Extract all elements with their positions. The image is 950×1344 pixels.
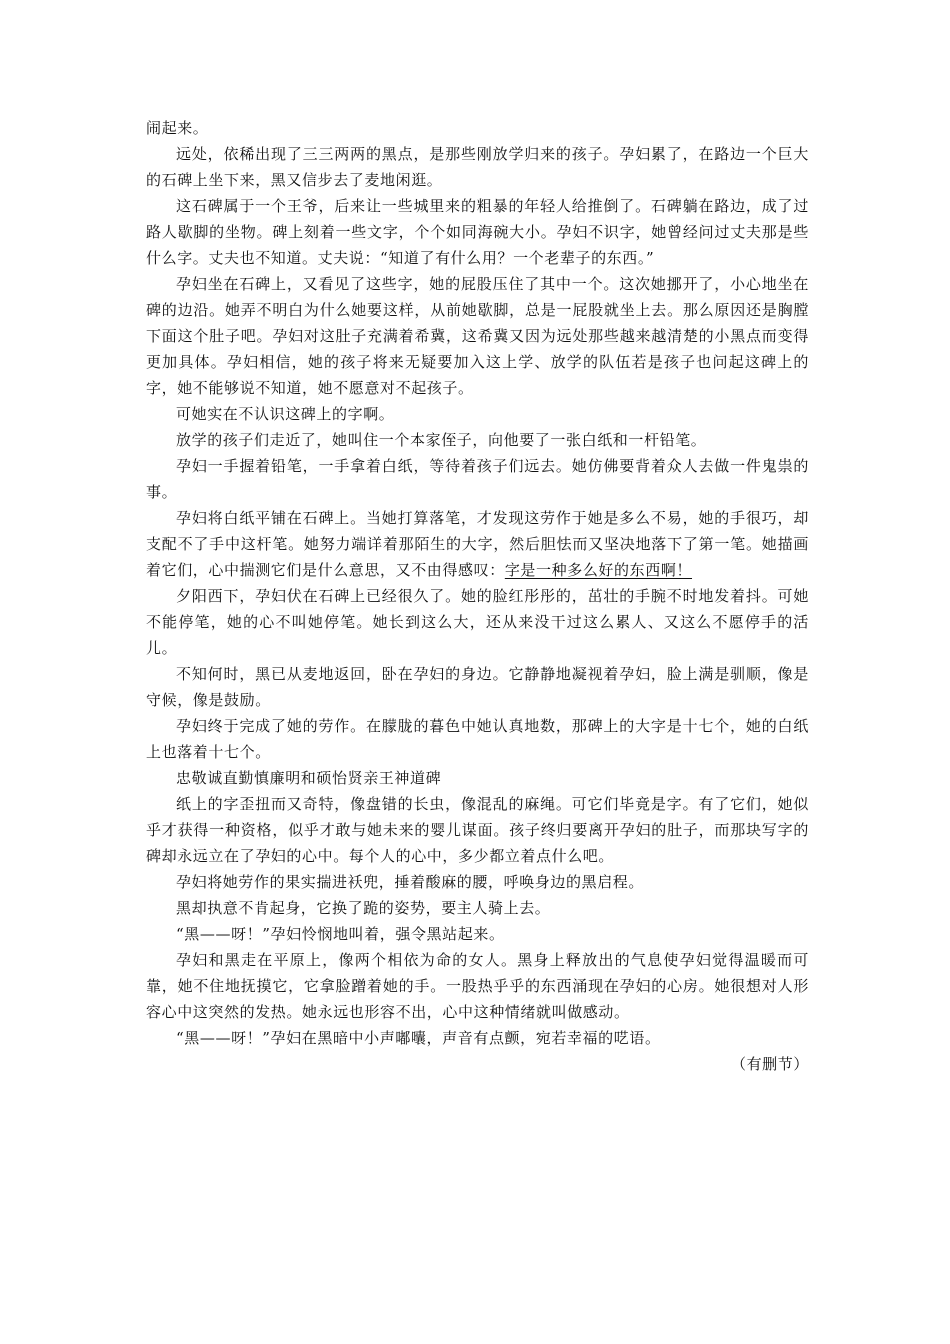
paragraph: 不知何时，黑已从麦地返回，卧在孕妇的身边。它静静地凝视着孕妇，脸上满是驯顺，像是守候，像是鼓励。 — [146, 665, 809, 709]
paragraph: 孕妇一手握着铅笔，一手拿着白纸，等待着孩子们远去。她仿佛要背着众人去做一件鬼祟的事。 — [146, 457, 809, 501]
paragraph: 孕妇终于完成了她的劳作。在朦胧的暮色中她认真地数，那碑上的大字是十七个，她的白纸上也落着十七个。 — [146, 717, 809, 761]
stele-inscription: 忠敬诚直勤慎廉明和硕怡贤亲王神道碑 — [176, 769, 442, 787]
paragraph: 放学的孩子们走近了，她叫住一个本家侄子，向他要了一张白纸和一杆铅笔。 — [176, 431, 707, 449]
paragraph-continuation: 闹起来。 — [146, 119, 209, 137]
paragraph: 远处，依稀出现了三三两两的黑点，是那些刚放学归来的孩子。孕妇累了，在路边一个巨大的石碑上坐下来，黑又信步去了麦地闲逛。 — [146, 145, 809, 189]
paragraph-with-underline — [146, 505, 809, 583]
source-note: （有删节） — [730, 1055, 809, 1073]
paragraph: 孕妇将她劳作的果实揣进袄兜，捶着酸麻的腰，呼唤身边的黑启程。 — [176, 873, 645, 891]
paragraph: 黑却执意不肯起身，它换了跪的姿势，要主人骑上去。 — [176, 899, 551, 917]
paragraph: 这石碑属于一个王爷，后来让一些城里来的粗暴的年轻人给推倒了。石碑躺在路边，成了过路人歇脚的坐物。碑上刻着一些文字，个个如同海碗大小。孕妇不识字，她曾经问过丈夫那是些什么字。丈夫也不知道。丈夫说：“知道了有什么用？一个老辈子的东西。” — [146, 197, 809, 267]
paragraph: 孕妇坐在石碑上，又看见了这些字，她的屁股压住了其中一个。这次她挪开了，小心地坐在碑的边沿。她弄不明白为什么她要这样，从前她歇脚，总是一屁股就坐上去。那么原因还是胸膛下面这个肚子吧。孕妇对这肚子充满着希冀，这希冀又因为远处那些越来越清楚的小黑点而变得更加具体。孕妇相信，她的孩子将来无疑要加入这上学、放学的队伍若是孩子也问起这碑上的字，她不能够说不知道，她不愿意对不起孩子。 — [146, 275, 809, 397]
paragraph: 纸上的字歪扭而又奇特，像盘错的长虫，像混乱的麻绳。可它们毕竟是字。有了它们，她似乎才获得一种资格，似乎才敢与她未来的婴儿谋面。孩子终归要离开孕妇的肚子，而那块写字的碑却永远立在了孕妇的心中。每个人的心中，多少都立着点什么吧。 — [146, 795, 809, 865]
paragraph: 孕妇和黑走在平原上，像两个相依为命的女人。黑身上释放出的气息使孕妇觉得温暖而可靠，她不住地抚摸它，它拿脸蹭着她的手。一股热乎乎的东西涌现在孕妇的心房。她很想对人形容心中这突然的发热。她永远也形容不出，心中这种情绪就叫做感动。 — [146, 951, 809, 1021]
paragraph: “黑——呀！”孕妇怜悯地叫着，强令黑站起来。 — [176, 925, 505, 943]
paragraph: 夕阳西下，孕妇伏在石碑上已经很久了。她的脸红彤彤的，茁壮的手腕不时地发着抖。可她不能停笔，她的心不叫她停笔。她长到这么大，还从来没干过这么累人、又这么不愿停手的活儿。 — [146, 587, 809, 657]
paragraph: “黑——呀！”孕妇在黑暗中小声嘟囔，声音有点颤，宛若幸福的呓语。 — [176, 1029, 661, 1047]
paragraph: 可她实在不认识这碑上的字啊。 — [176, 405, 395, 423]
paragraph-text: 孕妇将白纸平铺在石碑上。当她打算落笔，才发现这劳作于她是多么不易，她的手很巧，却支配不了手中这杆笔。她努力端详着那陌生的大字，然后胆怯而又坚决地落下了第一笔。她描画着它们，心中揣测它们是什么意思，又不由得感叹： — [146, 509, 809, 579]
article-body — [146, 115, 809, 1077]
underlined-sentence: 字是一种多么好的东西啊！ — [504, 561, 693, 579]
